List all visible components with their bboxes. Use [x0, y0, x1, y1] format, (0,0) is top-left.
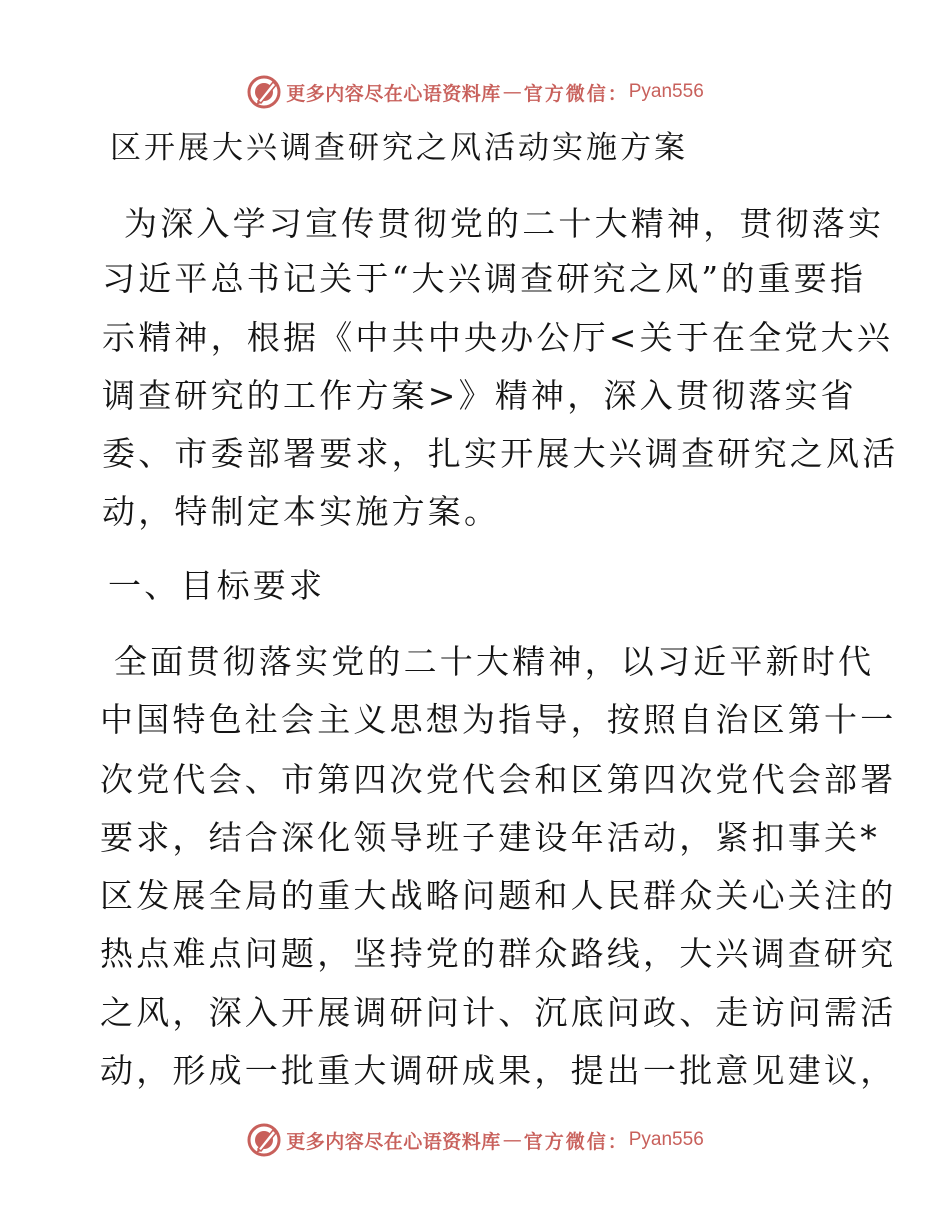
section1-line-5: 区发展全局的重大战略问题和人民群众关心关注的: [100, 876, 897, 915]
intro-line-6: 动，特制定本实施方案。: [102, 492, 501, 531]
intro-line-4: 调查研究的工作方案>》精神，深入贯彻落实省: [102, 376, 857, 415]
watermark-dash: —: [502, 1129, 522, 1151]
watermark-main-text: 更多内容尽在心语资料库: [286, 1130, 501, 1153]
section1-line-1: 全面贯彻落实党的二十大精神，以习近平新时代: [114, 642, 875, 681]
pen-logo-icon: [246, 74, 282, 110]
watermark-account: Pyan556: [628, 1129, 704, 1150]
watermark-account: Pyan556: [628, 81, 704, 102]
watermark-sub-text: 官方微信：: [523, 1130, 629, 1153]
watermark-sub-text: 官方微信：: [523, 82, 629, 105]
section1-line-6: 热点难点问题，坚持党的群众路线，大兴调查研究: [100, 934, 897, 973]
pen-logo-icon: [246, 1122, 282, 1158]
section1-line-4: 要求，结合深化领导班子建设年活动，紧扣事关*: [100, 818, 880, 857]
section-heading-goals: 一、目标要求: [108, 566, 326, 605]
intro-line-3: 示精神，根据《中共中央办公厅<关于在全党大兴: [102, 318, 894, 357]
watermark-footer: [0, 1118, 950, 1162]
watermark-header: [0, 70, 950, 114]
intro-line-1: 为深入学习宣传贯彻党的二十大精神，贯彻落实: [124, 204, 885, 243]
section1-line-8: 动，形成一批重大调研成果，提出一批意见建议，: [100, 1051, 897, 1090]
section1-line-3: 次党代会、市第四次党代会和区第四次党代会部署: [100, 760, 897, 799]
intro-line-5: 委、市委部署要求，扎实开展大兴调查研究之风活: [102, 434, 899, 473]
intro-line-2: 习近平总书记关于“大兴调查研究之风”的重要指: [102, 259, 867, 298]
section1-line-7: 之风，深入开展调研问计、沉底问政、走访问需活: [100, 993, 897, 1032]
section1-line-2: 中国特色社会主义思想为指导，按照自治区第十一: [100, 700, 897, 739]
watermark-dash: —: [502, 81, 522, 103]
document-title: 区开展大兴调查研究之风活动实施方案: [110, 130, 688, 166]
watermark-main-text: 更多内容尽在心语资料库: [286, 82, 501, 105]
